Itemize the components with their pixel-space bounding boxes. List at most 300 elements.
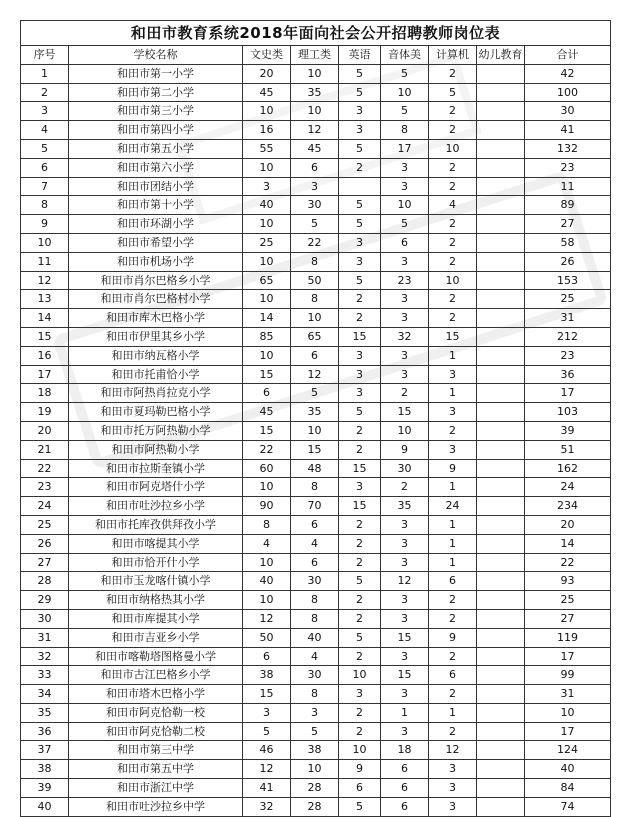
table-cell: 29 (21, 591, 69, 610)
table-row (21, 459, 611, 478)
table-cell: 1 (429, 384, 477, 403)
table-cell: 2 (339, 515, 381, 534)
table-cell: 30 (291, 666, 339, 685)
table-cell: 31 (21, 628, 69, 647)
table-cell: 22 (291, 233, 339, 252)
table-cell: 2 (339, 591, 381, 610)
table-cell: 2 (429, 215, 477, 234)
table-cell: 45 (291, 139, 339, 158)
table-cell: 2 (339, 421, 381, 440)
table-cell: 30 (525, 102, 611, 121)
table-cell: 14 (525, 534, 611, 553)
table-row (21, 365, 611, 384)
table-cell: 和田市玉龙喀什镇小学 (69, 572, 243, 591)
table-cell: 18 (21, 384, 69, 403)
table-row (21, 609, 611, 628)
table-cell: 5 (243, 722, 291, 741)
table-cell: 和田市阿热勒小学 (69, 440, 243, 459)
table-cell: 和田市第五小学 (69, 139, 243, 158)
table-cell: 3 (381, 309, 429, 328)
table-cell: 2 (339, 553, 381, 572)
table-row (21, 158, 611, 177)
table-cell: 和田市希望小学 (69, 233, 243, 252)
table-cell: 5 (339, 64, 381, 83)
table-cell: 2 (429, 121, 477, 140)
table-row (21, 327, 611, 346)
table-cell: 58 (525, 233, 611, 252)
table-cell: 30 (21, 609, 69, 628)
table-row (21, 196, 611, 215)
table-cell: 10 (381, 83, 429, 102)
table-cell: 10 (381, 421, 429, 440)
table-cell: 31 (525, 685, 611, 704)
table-cell: 3 (243, 703, 291, 722)
table-cell: 25 (525, 591, 611, 610)
table-cell: 10 (243, 215, 291, 234)
table-cell: 和田市纳瓦格小学 (69, 346, 243, 365)
table-cell: 22 (525, 553, 611, 572)
column-header: 英语 (339, 46, 381, 65)
table-cell: 2 (339, 440, 381, 459)
table-cell: 3 (381, 722, 429, 741)
table-cell: 10 (243, 591, 291, 610)
table-cell: 5 (291, 722, 339, 741)
table-cell (477, 177, 525, 196)
table-cell: 2 (339, 722, 381, 741)
table-cell: 12 (243, 760, 291, 779)
table-cell: 2 (429, 421, 477, 440)
table-cell: 10 (381, 196, 429, 215)
table-cell: 26 (525, 252, 611, 271)
table-cell: 和田市伊里其乡小学 (69, 327, 243, 346)
table-cell: 5 (339, 628, 381, 647)
table-cell (477, 760, 525, 779)
table-cell: 3 (381, 177, 429, 196)
table-cell: 35 (21, 703, 69, 722)
table-cell: 1 (21, 64, 69, 83)
table-row (21, 779, 611, 798)
table-cell: 和田市阿克塔什小学 (69, 478, 243, 497)
table-cell: 8 (21, 196, 69, 215)
table-cell: 17 (525, 722, 611, 741)
table-cell: 40 (243, 196, 291, 215)
table-cell: 15 (381, 403, 429, 422)
table-cell (477, 572, 525, 591)
table-row (21, 666, 611, 685)
table-cell: 和田市第十小学 (69, 196, 243, 215)
table-cell: 10 (243, 252, 291, 271)
table-cell (477, 666, 525, 685)
table-cell: 和田市吐沙拉乡小学 (69, 497, 243, 516)
table-cell: 45 (243, 403, 291, 422)
table-cell: 3 (429, 440, 477, 459)
table-cell: 17 (381, 139, 429, 158)
table-cell: 和田市喀提其小学 (69, 534, 243, 553)
table-cell: 3 (339, 685, 381, 704)
table-cell: 和田市肖尔巴格乡小学 (69, 271, 243, 290)
table-row (21, 647, 611, 666)
table-cell: 1 (429, 534, 477, 553)
column-header: 学校名称 (69, 46, 243, 65)
table-cell (477, 703, 525, 722)
table-cell: 30 (381, 459, 429, 478)
table-cell: 35 (381, 497, 429, 516)
table-cell: 3 (339, 346, 381, 365)
table-cell: 3 (339, 102, 381, 121)
table-cell (477, 440, 525, 459)
table-cell (477, 384, 525, 403)
table-cell: 1 (429, 553, 477, 572)
table-row (21, 553, 611, 572)
table-cell: 和田市吉亚乡小学 (69, 628, 243, 647)
table-cell: 27 (525, 215, 611, 234)
table-cell: 6 (21, 158, 69, 177)
table-cell: 23 (525, 158, 611, 177)
table-cell: 103 (525, 403, 611, 422)
table-cell: 2 (429, 290, 477, 309)
table-cell (477, 327, 525, 346)
table-cell: 40 (243, 572, 291, 591)
table-cell: 15 (339, 459, 381, 478)
table-cell: 6 (429, 572, 477, 591)
table-cell: 25 (525, 290, 611, 309)
table-cell: 5 (21, 139, 69, 158)
table-cell: 和田市肖尔巴格村小学 (69, 290, 243, 309)
table-cell (477, 215, 525, 234)
table-cell (477, 779, 525, 798)
table-cell (477, 628, 525, 647)
table-cell: 2 (339, 290, 381, 309)
table-cell: 18 (381, 741, 429, 760)
table-cell (477, 64, 525, 83)
table-cell (477, 741, 525, 760)
table-cell: 10 (429, 139, 477, 158)
table-row (21, 685, 611, 704)
table-cell: 48 (291, 459, 339, 478)
table-cell: 10 (243, 478, 291, 497)
table-cell: 3 (381, 609, 429, 628)
table-row (21, 478, 611, 497)
table-row (21, 346, 611, 365)
table-cell: 17 (21, 365, 69, 384)
table-cell: 36 (21, 722, 69, 741)
table-cell: 40 (525, 760, 611, 779)
table-cell: 30 (291, 196, 339, 215)
table-cell: 2 (429, 309, 477, 328)
table-cell (477, 797, 525, 816)
table-cell (477, 139, 525, 158)
table-row (21, 403, 611, 422)
table-row (21, 572, 611, 591)
table-cell: 2 (339, 309, 381, 328)
table-cell: 和田市恰开什小学 (69, 553, 243, 572)
table-cell: 2 (381, 478, 429, 497)
table-row (21, 628, 611, 647)
table-cell: 2 (21, 83, 69, 102)
table-row (21, 64, 611, 83)
table-cell: 65 (291, 327, 339, 346)
table-body (21, 64, 611, 816)
table-cell: 8 (291, 252, 339, 271)
table-cell: 3 (339, 384, 381, 403)
table-cell: 3 (339, 233, 381, 252)
table-cell: 3 (381, 647, 429, 666)
table-cell (477, 102, 525, 121)
table-cell: 9 (21, 215, 69, 234)
table-cell: 22 (243, 440, 291, 459)
table-cell: 3 (381, 365, 429, 384)
column-header: 序号 (21, 46, 69, 65)
table-cell: 和田市塔木巴格小学 (69, 685, 243, 704)
table-cell: 和田市第六小学 (69, 158, 243, 177)
table-cell: 2 (339, 609, 381, 628)
table-cell (477, 365, 525, 384)
table-cell: 70 (291, 497, 339, 516)
table-row (21, 722, 611, 741)
table-cell: 5 (339, 572, 381, 591)
table-cell: 32 (381, 327, 429, 346)
table-cell: 10 (243, 290, 291, 309)
table-cell (477, 290, 525, 309)
table-cell: 32 (21, 647, 69, 666)
table-cell: 6 (243, 647, 291, 666)
table-cell: 2 (429, 64, 477, 83)
table-cell: 41 (243, 779, 291, 798)
table-row (21, 421, 611, 440)
table-cell: 3 (21, 102, 69, 121)
table-cell: 17 (525, 384, 611, 403)
table-cell: 和田市托库孜供拜孜小学 (69, 515, 243, 534)
table-cell: 3 (381, 685, 429, 704)
table-cell: 和田市团结小学 (69, 177, 243, 196)
table-cell: 6 (291, 553, 339, 572)
table-cell: 3 (429, 403, 477, 422)
table-cell: 23 (525, 346, 611, 365)
column-header: 理工类 (291, 46, 339, 65)
table-cell: 3 (339, 365, 381, 384)
table-cell: 15 (243, 685, 291, 704)
table-cell: 15 (381, 666, 429, 685)
table-cell: 4 (429, 196, 477, 215)
table-cell: 8 (291, 478, 339, 497)
table-cell: 2 (429, 609, 477, 628)
table-cell: 和田市机场小学 (69, 252, 243, 271)
table-cell (477, 421, 525, 440)
table-cell: 35 (291, 83, 339, 102)
table-cell: 9 (429, 459, 477, 478)
column-header: 幼儿教育 (477, 46, 525, 65)
table-cell: 10 (291, 421, 339, 440)
table-cell: 35 (291, 403, 339, 422)
table-cell: 10 (525, 703, 611, 722)
table-cell: 和田市托万阿热勒小学 (69, 421, 243, 440)
table-cell: 162 (525, 459, 611, 478)
table-cell: 38 (243, 666, 291, 685)
table-cell: 3 (381, 290, 429, 309)
table-cell: 和田市托甫恰小学 (69, 365, 243, 384)
table-cell: 20 (243, 64, 291, 83)
table-cell: 74 (525, 797, 611, 816)
table-cell: 2 (381, 384, 429, 403)
table-title: 和田市教育系统2018年面向社会公开招聘教师岗位表 (21, 21, 611, 46)
table-cell (477, 346, 525, 365)
table-cell: 和田市第三小学 (69, 102, 243, 121)
table-cell: 5 (381, 102, 429, 121)
table-cell (477, 609, 525, 628)
table-cell: 10 (291, 760, 339, 779)
table-cell: 8 (381, 121, 429, 140)
table-cell: 38 (291, 741, 339, 760)
table-cell: 19 (21, 403, 69, 422)
table-cell: 和田市第二小学 (69, 83, 243, 102)
table-cell: 和田市吐沙拉乡中学 (69, 797, 243, 816)
table-cell: 40 (21, 797, 69, 816)
table-cell (477, 515, 525, 534)
table-cell: 32 (243, 797, 291, 816)
table-cell: 3 (243, 177, 291, 196)
table-cell: 65 (243, 271, 291, 290)
table-cell: 42 (525, 64, 611, 83)
table-cell: 234 (525, 497, 611, 516)
table-cell: 1 (381, 703, 429, 722)
table-cell: 3 (339, 121, 381, 140)
table-cell: 12 (291, 121, 339, 140)
table-cell: 5 (291, 384, 339, 403)
table-cell: 和田市环湖小学 (69, 215, 243, 234)
table-cell: 27 (21, 553, 69, 572)
table-cell: 5 (339, 797, 381, 816)
table-cell: 1 (429, 703, 477, 722)
table-cell: 5 (429, 83, 477, 102)
table-cell: 1 (429, 346, 477, 365)
table-cell: 2 (339, 158, 381, 177)
table-cell: 5 (339, 196, 381, 215)
table-cell: 11 (21, 252, 69, 271)
table-cell: 6 (381, 760, 429, 779)
table-cell: 5 (339, 139, 381, 158)
table-cell: 60 (243, 459, 291, 478)
table-cell: 38 (21, 760, 69, 779)
table-cell: 5 (339, 403, 381, 422)
table-cell: 2 (429, 233, 477, 252)
table-cell: 28 (291, 779, 339, 798)
table-cell (477, 83, 525, 102)
table-row (21, 215, 611, 234)
table-cell: 24 (429, 497, 477, 516)
table-cell (477, 722, 525, 741)
table-cell: 和田市阿克恰勒一校 (69, 703, 243, 722)
table-cell (477, 478, 525, 497)
table-cell: 51 (525, 440, 611, 459)
table-cell: 100 (525, 83, 611, 102)
table-cell: 50 (243, 628, 291, 647)
table-cell: 9 (339, 760, 381, 779)
table-cell: 21 (21, 440, 69, 459)
table-cell: 3 (339, 252, 381, 271)
table-cell (477, 459, 525, 478)
table-row (21, 760, 611, 779)
table-cell: 3 (291, 703, 339, 722)
table-cell: 3 (381, 346, 429, 365)
table-cell: 12 (381, 572, 429, 591)
table-cell: 3 (339, 478, 381, 497)
table-cell: 和田市库提其小学 (69, 609, 243, 628)
recruitment-table (20, 20, 611, 817)
table-cell: 10 (243, 158, 291, 177)
table-cell: 4 (291, 647, 339, 666)
table-cell: 6 (291, 346, 339, 365)
table-cell: 132 (525, 139, 611, 158)
table-cell: 2 (339, 703, 381, 722)
table-cell: 85 (243, 327, 291, 346)
table-cell: 5 (381, 64, 429, 83)
table-cell: 3 (381, 515, 429, 534)
table-row (21, 83, 611, 102)
table-cell: 55 (243, 139, 291, 158)
table-cell: 15 (429, 327, 477, 346)
table-cell: 20 (525, 515, 611, 534)
table-cell: 14 (21, 309, 69, 328)
table-cell (477, 121, 525, 140)
table-cell: 6 (381, 779, 429, 798)
table-cell: 2 (429, 102, 477, 121)
table-cell: 6 (339, 779, 381, 798)
table-cell: 14 (243, 309, 291, 328)
table-row (21, 177, 611, 196)
table-cell: 50 (291, 271, 339, 290)
table-cell: 93 (525, 572, 611, 591)
table-cell: 3 (381, 591, 429, 610)
table-cell: 17 (525, 647, 611, 666)
table-cell (477, 647, 525, 666)
table-cell: 12 (429, 741, 477, 760)
table-row (21, 139, 611, 158)
table-cell: 7 (21, 177, 69, 196)
table-cell: 15 (339, 497, 381, 516)
table-cell: 2 (429, 685, 477, 704)
table-cell (477, 403, 525, 422)
table-cell (477, 591, 525, 610)
table-row (21, 797, 611, 816)
table-cell: 10 (429, 271, 477, 290)
table-row (21, 233, 611, 252)
table-cell: 和田市第一小学 (69, 64, 243, 83)
table-cell: 15 (381, 628, 429, 647)
table-cell: 3 (381, 534, 429, 553)
table-cell: 22 (21, 459, 69, 478)
table-cell: 8 (243, 515, 291, 534)
table-cell: 15 (243, 421, 291, 440)
table-cell: 3 (291, 177, 339, 196)
table-cell: 6 (381, 797, 429, 816)
table-cell: 24 (525, 478, 611, 497)
table-cell: 46 (243, 741, 291, 760)
table-cell: 31 (525, 309, 611, 328)
table-cell (477, 553, 525, 572)
table-cell: 10 (291, 64, 339, 83)
table-cell (477, 252, 525, 271)
table-cell: 15 (291, 440, 339, 459)
table-cell: 37 (21, 741, 69, 760)
header-row (21, 46, 611, 65)
table-cell: 5 (381, 215, 429, 234)
table-row (21, 121, 611, 140)
table-cell: 45 (243, 83, 291, 102)
table-row (21, 271, 611, 290)
table-cell: 3 (381, 553, 429, 572)
table-cell: 23 (21, 478, 69, 497)
table-cell: 2 (429, 158, 477, 177)
